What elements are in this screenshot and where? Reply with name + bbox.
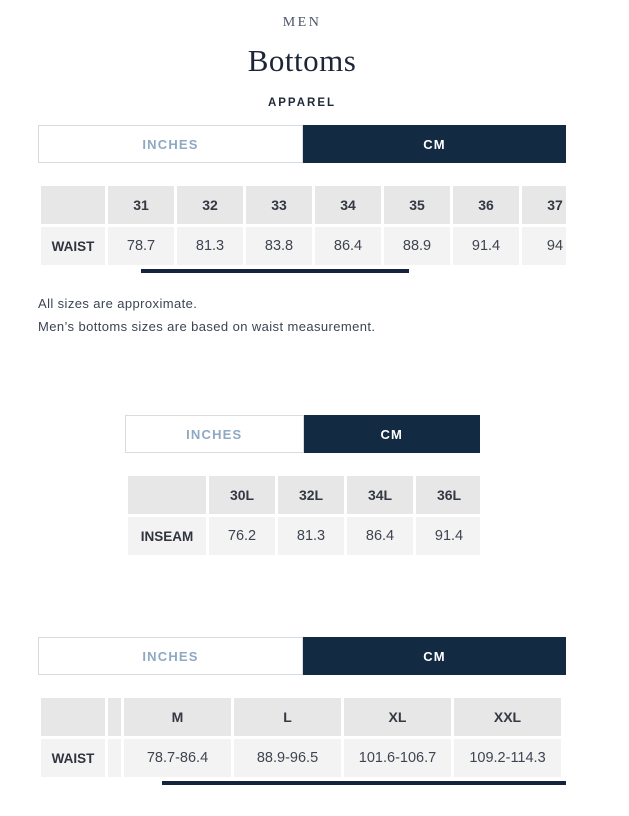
page-header [0,0,604,109]
scrollbar-thumb[interactable] [162,781,566,785]
corner-cell [41,186,105,224]
col-header-cell: 34 [315,186,381,224]
col-header-cell: 32 [177,186,243,224]
value-cell: 78.7-86.4 [124,739,231,777]
table-data-row [41,739,561,777]
scrollbar-thumb[interactable] [141,269,409,273]
inches-tab[interactable]: INCHES [38,125,303,163]
col-header-cell: M [124,698,231,736]
cm-tab[interactable]: CM [303,637,566,675]
value-cell: 91.4 [453,227,519,265]
table-header-row [41,698,561,736]
value-cell: 78.7 [108,227,174,265]
value-cell: 76.2 [209,517,275,555]
horizontal-scrollbar [38,780,566,785]
corner-cell [128,476,206,514]
clipped-column-cell [108,698,121,736]
inseam-table [125,473,480,558]
value-cell: 88.9-96.5 [234,739,341,777]
table-header-row [128,476,480,514]
page-title: Bottoms [247,43,357,78]
corner-cell [41,698,105,736]
col-header-cell: L [234,698,341,736]
unit-toggle-3 [38,637,566,675]
col-header-cell: 31 [108,186,174,224]
value-cell: 101.6-106.7 [344,739,451,777]
unit-toggle-1 [38,125,566,163]
value-cell: 83.8 [246,227,312,265]
unit-toggle-2 [125,415,480,453]
row-label-cell: INSEAM [128,517,206,555]
col-header-cell: 30L [209,476,275,514]
value-cell: 81.3 [177,227,243,265]
waist-alpha-section [0,637,629,785]
horizontal-scrollbar [38,268,566,273]
note-line: All sizes are approximate. [38,296,198,311]
col-header-cell: 33 [246,186,312,224]
inches-tab[interactable]: INCHES [38,637,303,675]
col-header-cell: XXL [454,698,561,736]
col-header-cell: 36L [416,476,480,514]
row-label-cell: WAIST [41,227,105,265]
col-header-cell: 32L [278,476,344,514]
cm-tab[interactable]: CM [303,125,566,163]
value-cell: 94 [522,227,566,265]
waist-numeric-table-viewport[interactable] [38,183,566,268]
inseam-section [0,415,629,558]
waist-alpha-table [38,695,564,780]
row-label-cell: WAIST [41,739,105,777]
note-line: Men’s bottoms sizes are based on waist measurement. [38,319,376,334]
apparel-label: APPAREL [267,97,337,109]
category-label: MEN [282,15,322,30]
waist-numeric-table [38,183,566,268]
waist-numeric-section [0,125,629,273]
value-cell: 86.4 [347,517,413,555]
col-header-cell: 35 [384,186,450,224]
size-notes [38,297,629,334]
value-cell: 81.3 [278,517,344,555]
table-header-row [41,186,566,224]
waist-alpha-table-viewport[interactable] [38,695,566,780]
value-cell: 91.4 [416,517,480,555]
value-cell: 86.4 [315,227,381,265]
inseam-table-viewport [125,473,480,558]
table-data-row [41,227,566,265]
value-cell: 88.9 [384,227,450,265]
clipped-column-cell [108,739,121,777]
col-header-cell: 34L [347,476,413,514]
col-header-cell: XL [344,698,451,736]
cm-tab[interactable]: CM [304,415,481,453]
col-header-cell: 37 [522,186,566,224]
table-data-row [128,517,480,555]
value-cell: 109.2-114.3 [454,739,561,777]
col-header-cell: 36 [453,186,519,224]
inches-tab[interactable]: INCHES [125,415,304,453]
